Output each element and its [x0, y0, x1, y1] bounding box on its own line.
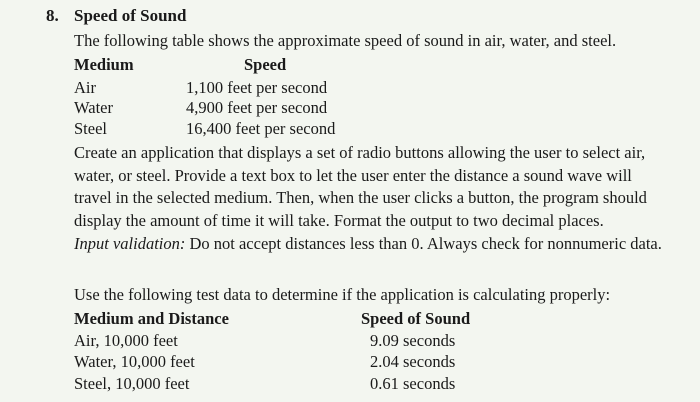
test-table-header-speed: Speed of Sound — [361, 309, 471, 328]
speed-table-cell: 1,100 feet per second — [186, 78, 328, 97]
problem-title: Speed of Sound — [74, 6, 187, 25]
test-table-cell: Air, 10,000 feet — [74, 331, 178, 350]
description-paragraph: Create an application that displays a set of radio buttons allowing the user to select air, water, or steel. Provide a text box to let the user enter the distance a sound wave will travel in the selected medium. Then, when the user clicks a button, the program should display the amount of time it will take. Format the output to two decimal places. — [74, 143, 647, 230]
input-validation-text: Do not accept distances less than 0. Always check for nonnumeric data. — [185, 234, 662, 253]
test-table-header-medium: Medium and Distance — [74, 309, 229, 328]
test-table-cell: 9.09 seconds — [370, 331, 456, 350]
speed-table-cell: 4,900 feet per second — [186, 98, 328, 117]
speed-table-header-speed: Speed — [244, 55, 287, 74]
test-intro-text: Use the following test data to determine if the application is calculating properly: — [74, 285, 611, 304]
speed-table-header-medium: Medium — [74, 55, 134, 74]
intro-text: The following table shows the approximate speed of sound in air, water, and steel. — [74, 31, 617, 50]
input-validation-paragraph — [74, 233, 664, 256]
test-table-cell: Water, 10,000 feet — [74, 352, 195, 371]
test-table-cell: 0.61 seconds — [370, 374, 456, 393]
speed-table-cell: Air — [74, 78, 96, 97]
speed-table-cell: 16,400 feet per second — [186, 119, 336, 138]
test-table-cell: Steel, 10,000 feet — [74, 374, 190, 393]
speed-table-cell: Water — [74, 98, 113, 117]
problem-heading — [46, 6, 186, 26]
input-validation-label: Input validation: — [74, 234, 186, 253]
problem-number: 8. — [46, 6, 59, 25]
test-table-cell: 2.04 seconds — [370, 352, 456, 371]
speed-table-cell: Steel — [74, 119, 107, 138]
